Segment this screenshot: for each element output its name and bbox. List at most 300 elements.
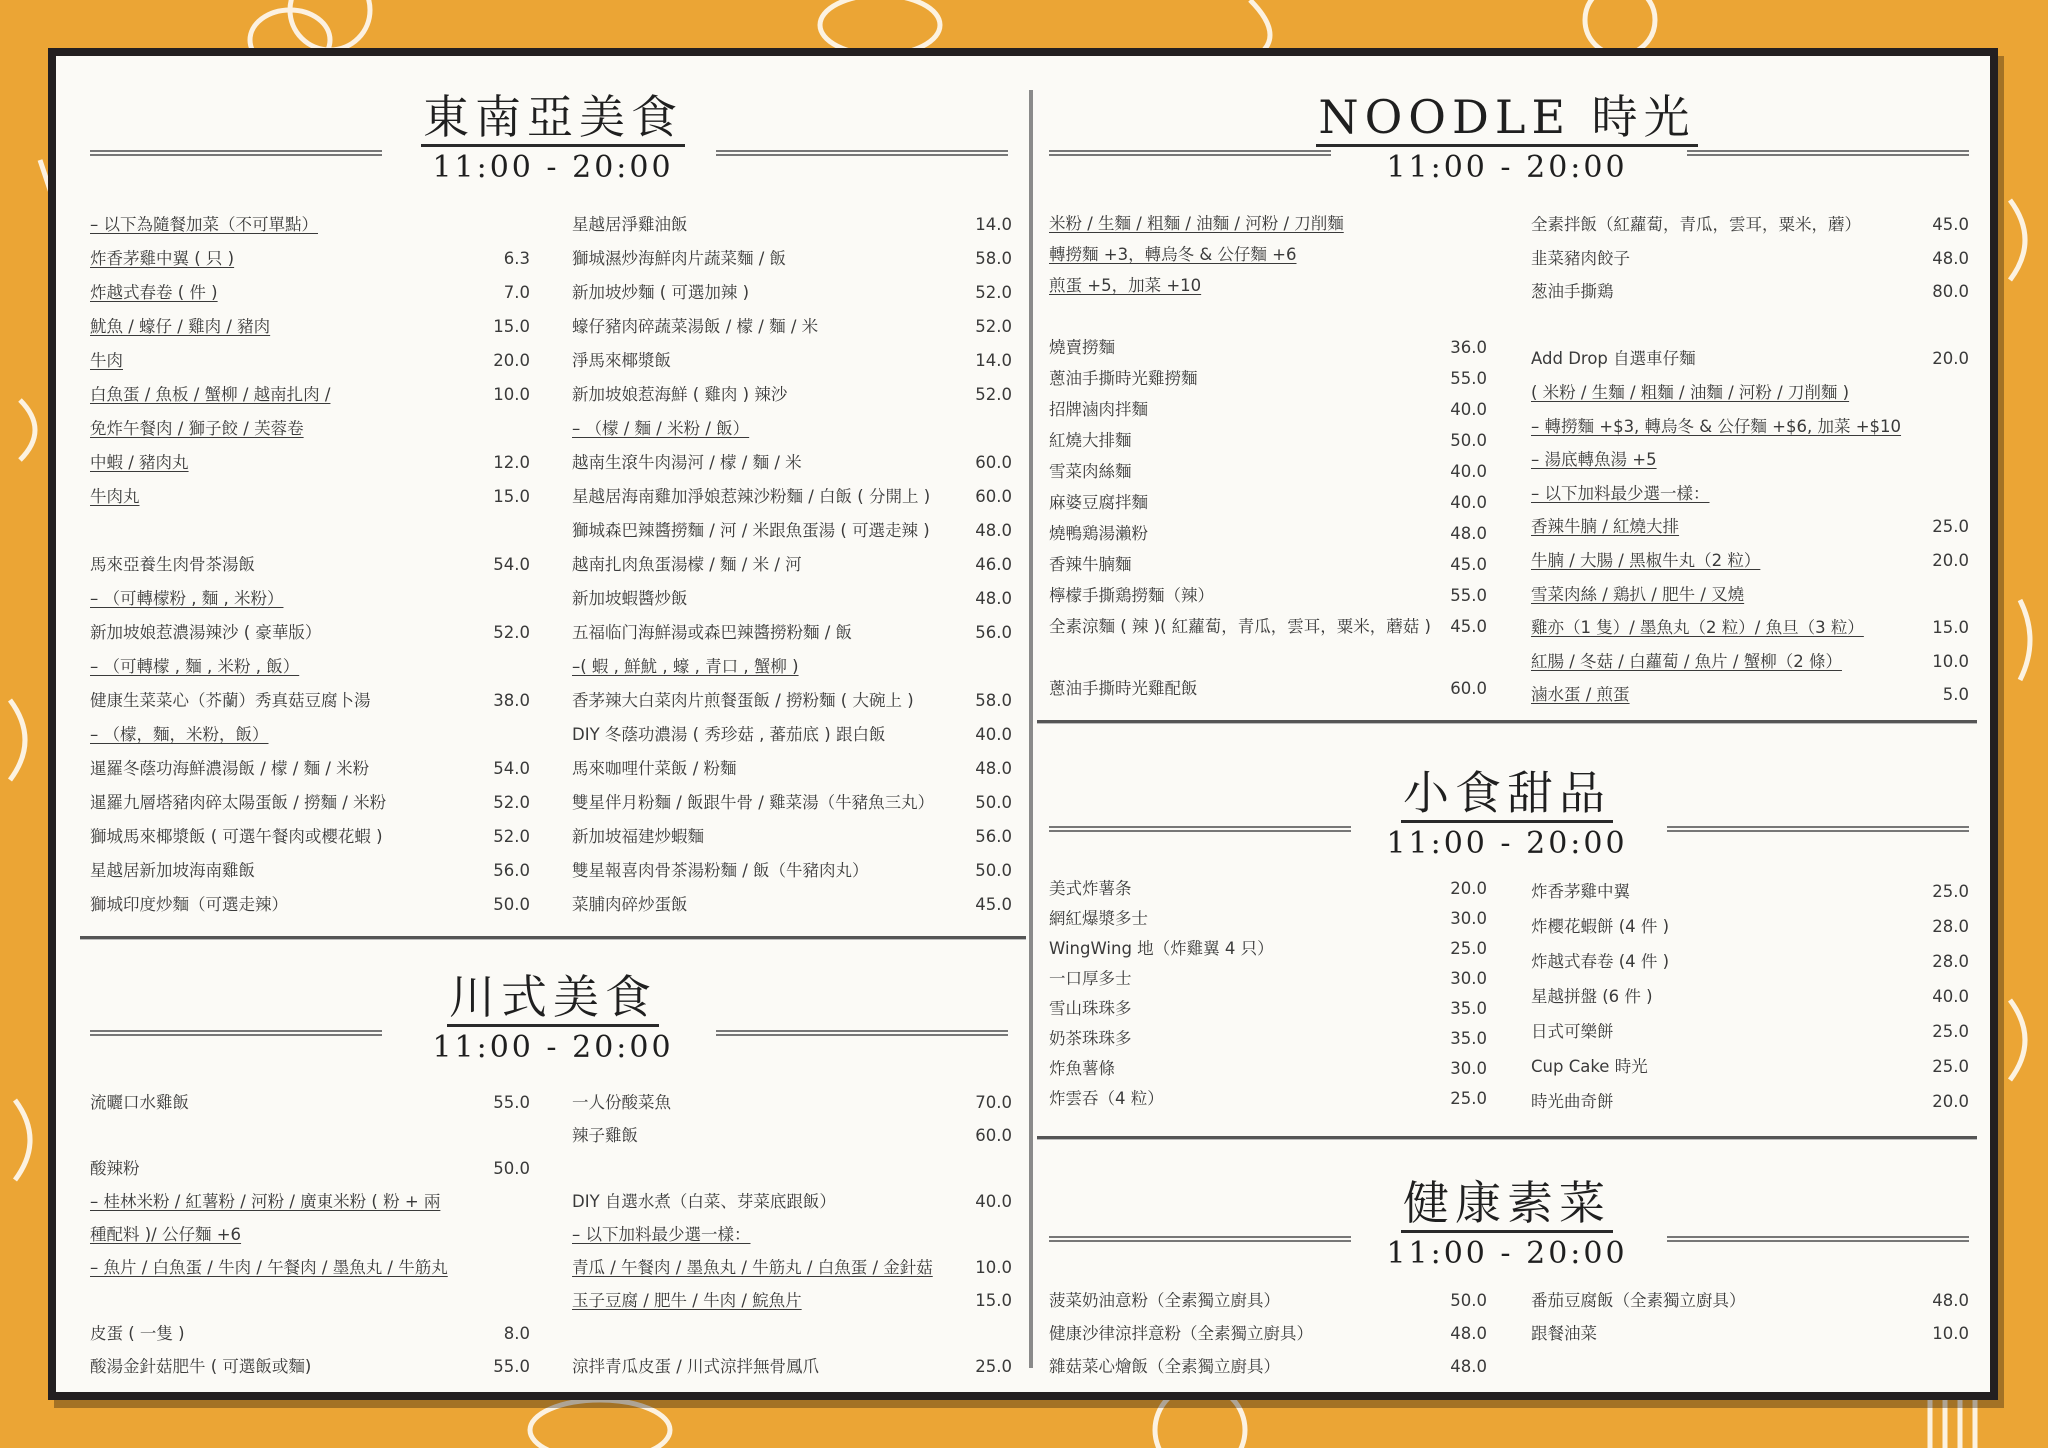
menu-item-price: 54.0 xyxy=(493,555,530,574)
section-snacks-desserts xyxy=(1037,752,1977,1111)
menu-item-name: 越南生滾牛肉湯河 / 檬 / 麵 / 米 xyxy=(572,453,802,472)
menu-item xyxy=(572,1251,1012,1284)
menu-item-name: 雪山珠珠多 xyxy=(1049,999,1132,1018)
menu-item-price: 10.0 xyxy=(1932,1324,1969,1343)
menu-item-name: 紅燒大排麵 xyxy=(1049,431,1132,450)
menu-item xyxy=(90,446,530,480)
menu-item-price: 28.0 xyxy=(1932,952,1969,971)
menu-item-name: – 以下加料最少選一樣： xyxy=(572,1225,751,1244)
menu-item-name: 炸香茅雞中翼 ( 只 ) xyxy=(90,249,235,268)
menu-item-name: 酸湯金針菇肥牛 ( 可選飯或麵) xyxy=(90,1357,312,1376)
menu-item-price: 45.0 xyxy=(1932,215,1969,234)
menu-item-price: 48.0 xyxy=(975,759,1012,778)
menu-column-right xyxy=(1531,874,1969,1119)
menu-item xyxy=(572,208,1012,242)
menu-item-price: 56.0 xyxy=(493,861,530,880)
menu-item-price: 60.0 xyxy=(1450,679,1487,698)
menu-item xyxy=(90,242,530,276)
menu-item-name: DIY 冬蔭功濃湯 ( 秀珍菇 , 蕃茄底 ) 跟白飯 xyxy=(572,725,886,744)
menu-item xyxy=(1531,979,1969,1014)
menu-column-left xyxy=(90,1086,530,1383)
menu-item-name: DIY 自選水煮（白菜、芽菜底跟飯） xyxy=(572,1192,836,1211)
menu-item-name: 獅城森巴辣醬撈麵 / 河 / 米跟魚蛋湯 ( 可選走辣 ) xyxy=(572,521,930,540)
menu-item-name: 暹羅冬蔭功海鮮濃湯飯 / 檬 / 麵 / 米粉 xyxy=(90,759,370,778)
menu-item-name: 紅腸 / 冬菇 / 白蘿蔔 / 魚片 / 蟹柳（2 條） xyxy=(1531,651,1842,671)
menu-item xyxy=(1049,1054,1487,1084)
menu-item-price: 25.0 xyxy=(1932,517,1969,537)
menu-item xyxy=(90,1350,530,1383)
menu-item xyxy=(90,616,530,650)
section-noodle xyxy=(1037,76,1977,705)
menu-item-price: 60.0 xyxy=(975,453,1012,472)
menu-item xyxy=(90,310,530,344)
menu-item xyxy=(572,378,1012,412)
menu-item xyxy=(90,650,530,684)
menu-item-name: 蔥油手撕時光雞撈麵 xyxy=(1049,369,1198,388)
menu-item-name: 新加坡蝦醬炒飯 xyxy=(572,589,688,608)
menu-item-price: 40.0 xyxy=(1450,400,1487,419)
menu-item-name: 牛肉 xyxy=(90,351,123,370)
menu-item-price: 46.0 xyxy=(975,555,1012,574)
menu-item xyxy=(1531,1284,1969,1317)
menu-item-name: 番茄豆腐飯（全素獨立廚具） xyxy=(1531,1291,1746,1310)
menu-item xyxy=(1049,1350,1487,1383)
menu-item-price: 10.0 xyxy=(975,1258,1012,1277)
menu-item-price: 58.0 xyxy=(975,691,1012,710)
menu-item-name: 菠菜奶油意粉（全素獨立廚具） xyxy=(1049,1291,1280,1310)
section-southeast-asian xyxy=(80,76,1026,914)
menu-item-price: 35.0 xyxy=(1450,1029,1487,1048)
menu-item-price: 5.0 xyxy=(1942,685,1969,705)
menu-item xyxy=(572,616,1012,650)
menu-item-price: 20.0 xyxy=(1932,349,1969,369)
menu-item xyxy=(1049,549,1487,580)
menu-item-name: 辣子雞飯 xyxy=(572,1126,638,1145)
menu-item xyxy=(1049,964,1487,994)
menu-item-price: 20.0 xyxy=(1932,1092,1969,1111)
menu-item xyxy=(1049,394,1487,425)
section-healthy-veg xyxy=(1037,1162,1977,1376)
menu-item-name: 雪菜肉絲 / 鶏扒 / 肥牛 / 叉燒 xyxy=(1531,584,1745,604)
menu-item xyxy=(572,1350,1012,1383)
section-hours: 11:00 - 20:00 xyxy=(432,150,674,185)
menu-board xyxy=(48,48,1998,1400)
menu-item-name: 全素涼麵 ( 辣 )( 紅蘿蔔，青瓜，雲耳，粟米，蘑菇 ) xyxy=(1049,617,1431,636)
menu-item-name: 皮蛋 ( 一隻 ) xyxy=(90,1324,185,1343)
menu-item xyxy=(1049,270,1487,301)
menu-item-price: 50.0 xyxy=(1450,431,1487,450)
menu-item-price: 25.0 xyxy=(1932,1022,1969,1041)
menu-item xyxy=(90,1251,530,1284)
menu-item xyxy=(1531,1084,1969,1119)
menu-item xyxy=(572,786,1012,820)
menu-item xyxy=(1531,578,1969,612)
menu-item xyxy=(1531,1014,1969,1049)
menu-item xyxy=(90,1317,530,1350)
menu-item-price: 55.0 xyxy=(493,1357,530,1376)
section-hours: 11:00 - 20:00 xyxy=(1386,826,1628,861)
menu-item-name: 日式可樂餅 xyxy=(1531,1022,1614,1041)
menu-column-left xyxy=(90,208,530,922)
menu-item-name: 雜菇菜心燴飯（全素獨立廚具） xyxy=(1049,1357,1280,1376)
section-sichuan xyxy=(80,956,1026,1376)
menu-item-name: 涼拌青瓜皮蛋 / 川式涼拌無骨鳳爪 xyxy=(572,1357,820,1376)
menu-item-name: 奶茶珠珠多 xyxy=(1049,1029,1132,1048)
menu-item-price: 20.0 xyxy=(1932,550,1969,570)
menu-item-price: 10.0 xyxy=(493,385,530,404)
menu-item-price: 25.0 xyxy=(1932,882,1969,901)
menu-item-name: 新加坡娘惹濃湯辣沙 ( 豪華版） xyxy=(90,623,322,642)
menu-item-price: 20.0 xyxy=(1450,879,1487,898)
menu-item-price: 48.0 xyxy=(1450,1324,1487,1343)
menu-item-price: 58.0 xyxy=(975,249,1012,268)
menu-item-name: 流曬口水雞飯 xyxy=(90,1093,189,1112)
menu-item-name: 健康沙律涼拌意粉（全素獨立廚具） xyxy=(1049,1324,1313,1343)
section-title: 東南亞美食 xyxy=(80,90,1026,144)
menu-item xyxy=(90,1218,530,1251)
menu-item-price: 25.0 xyxy=(1450,939,1487,958)
menu-item xyxy=(1049,1284,1487,1317)
menu-item xyxy=(90,208,530,242)
menu-item-name: 滷水蛋 / 煎蛋 xyxy=(1531,685,1630,705)
menu-item-price: 30.0 xyxy=(1450,909,1487,928)
menu-item-name: 星越居海南雞加淨娘惹辣沙粉麵 / 白飯 ( 分開上 ) xyxy=(572,487,931,506)
menu-item-name: 牛腩 / 大腸 / 黑椒牛丸（2 粒） xyxy=(1531,550,1761,570)
menu-item-name: – 以下為隨餐加菜（不可單點） xyxy=(90,215,318,234)
menu-item xyxy=(1531,611,1969,645)
menu-item-price: 12.0 xyxy=(493,453,530,472)
divider-noodle-snacks xyxy=(1037,720,1977,724)
menu-item-name: 酸辣粉 xyxy=(90,1159,140,1178)
menu-item-price: 40.0 xyxy=(1932,987,1969,1006)
menu-item-price: 80.0 xyxy=(1932,282,1969,302)
menu-item-price: 15.0 xyxy=(493,487,530,506)
menu-item xyxy=(572,310,1012,344)
menu-item-price: 50.0 xyxy=(975,793,1012,812)
menu-item xyxy=(1531,242,1969,276)
menu-item xyxy=(572,446,1012,480)
menu-item-price: 30.0 xyxy=(1450,969,1487,988)
menu-item-name: 炸香茅雞中翼 xyxy=(1531,882,1630,901)
menu-item xyxy=(572,514,1012,548)
menu-item-name: 燒賣撈麵 xyxy=(1049,338,1115,357)
menu-item-price: 48.0 xyxy=(1450,524,1487,543)
menu-item-price: 54.0 xyxy=(493,759,530,778)
menu-item-price: 15.0 xyxy=(975,1291,1012,1310)
menu-item xyxy=(90,684,530,718)
menu-item-price: 28.0 xyxy=(1932,917,1969,936)
menu-item xyxy=(1531,874,1969,909)
menu-item-price: 48.0 xyxy=(1450,1357,1487,1376)
menu-item-price: 45.0 xyxy=(1450,555,1487,574)
menu-item-name: ( 米粉 / 生麵 / 粗麵 / 油麵 / 河粉 / 刀削麵 ) xyxy=(1531,382,1850,402)
menu-item xyxy=(90,820,530,854)
menu-item-name: 牛肉丸 xyxy=(90,487,140,506)
menu-item-name: – （可轉檬粉 , 麵 , 米粉） xyxy=(90,589,284,608)
menu-item xyxy=(572,480,1012,514)
menu-item-name: 米粉 / 生麵 / 粗麵 / 油麵 / 河粉 / 刀削麵 xyxy=(1049,214,1344,233)
menu-item xyxy=(1531,1317,1969,1350)
menu-item-name: 玉子豆腐 / 肥牛 / 牛肉 / 鯇魚片 xyxy=(572,1291,802,1310)
menu-item xyxy=(1531,342,1969,376)
menu-item-name: –( 蝦 , 鮮魷 , 蠔 , 青口 , 蟹柳 ) xyxy=(572,657,799,676)
menu-column-left xyxy=(1049,208,1487,712)
menu-item xyxy=(90,548,530,582)
menu-item-price: 25.0 xyxy=(1932,1057,1969,1076)
menu-item-name: 青瓜 / 午餐肉 / 墨魚丸 / 牛筋丸 / 白魚蛋 / 金針菇 xyxy=(572,1258,933,1277)
menu-item xyxy=(1049,611,1487,642)
menu-item xyxy=(1049,994,1487,1024)
menu-item xyxy=(1049,874,1487,904)
menu-item-name: 麻婆豆腐拌麵 xyxy=(1049,493,1148,512)
menu-item-price: 50.0 xyxy=(493,1159,530,1178)
menu-item-price: 52.0 xyxy=(493,623,530,642)
menu-item-name: 招牌滷肉拌麵 xyxy=(1049,400,1148,419)
menu-column-left xyxy=(1049,874,1487,1119)
menu-item-name: 新加坡炒麵 ( 可選加辣 ) xyxy=(572,283,750,302)
menu-item-price: 48.0 xyxy=(975,521,1012,540)
menu-item-price: 14.0 xyxy=(975,215,1012,234)
menu-item xyxy=(1049,580,1487,611)
menu-item-name: 蔥油手撕時光雞配飯 xyxy=(1049,679,1198,698)
menu-item xyxy=(1049,487,1487,518)
menu-item xyxy=(1049,456,1487,487)
menu-item-price: 50.0 xyxy=(1450,1291,1487,1310)
menu-item-name: – （可轉檬 , 麵 , 米粉 , 飯） xyxy=(90,657,300,676)
menu-item xyxy=(572,412,1012,446)
menu-item xyxy=(572,718,1012,752)
menu-item xyxy=(572,888,1012,922)
menu-item xyxy=(90,718,530,752)
menu-item xyxy=(1531,678,1969,712)
menu-item-name: 蠔仔豬肉碎蔬菜湯飯 / 檬 / 麵 / 米 xyxy=(572,317,819,336)
menu-column-right xyxy=(572,1086,1012,1383)
menu-item xyxy=(572,242,1012,276)
menu-item xyxy=(1049,934,1487,964)
menu-item-price: 40.0 xyxy=(975,1192,1012,1211)
menu-item-name: Cup Cake 時光 xyxy=(1531,1057,1648,1076)
menu-item-name: WingWing 地（炸雞翼 4 只） xyxy=(1049,939,1274,958)
menu-item-name: 雪菜肉絲麵 xyxy=(1049,462,1132,481)
section-title: NOODLE 時光 xyxy=(1037,90,1977,144)
menu-item-name: 雙星報喜肉骨茶湯粉麵 / 飯（牛豬肉丸） xyxy=(572,861,869,880)
menu-item-name: 美式炸薯条 xyxy=(1049,879,1132,898)
menu-item-price: 10.0 xyxy=(1932,651,1969,671)
section-title: 川式美食 xyxy=(80,970,1026,1024)
menu-item-name: 白魚蛋 / 魚板 / 蟹柳 / 越南扎肉 / xyxy=(90,385,331,404)
menu-item-name: 全素拌飯（紅蘿蔔，青瓜，雲耳，粟米，蘑） xyxy=(1531,215,1861,234)
menu-item-name: 雞亦（1 隻）/ 墨魚丸（2 粒）/ 魚旦（3 粒） xyxy=(1531,618,1864,638)
menu-item xyxy=(90,582,530,616)
divider-sea-sichuan xyxy=(80,936,1026,940)
menu-item xyxy=(572,650,1012,684)
menu-item-price: 52.0 xyxy=(493,827,530,846)
menu-item xyxy=(572,854,1012,888)
menu-item-name: 星越居新加坡海南雞飯 xyxy=(90,861,255,880)
menu-item xyxy=(1049,1024,1487,1054)
menu-item-name: 健康生菜菜心（芥蘭）秀真菇豆腐卜湯 xyxy=(90,691,371,710)
menu-item xyxy=(1531,275,1969,309)
menu-item-name: 馬來咖哩什菜飯 / 粉麵 xyxy=(572,759,737,778)
menu-item-price: 52.0 xyxy=(975,385,1012,404)
menu-item xyxy=(1531,1049,1969,1084)
menu-item-name: Add Drop 自選車仔麵 xyxy=(1531,349,1696,369)
menu-item-name: 香茅辣大白菜肉片煎餐蛋飯 / 撈粉麵 ( 大碗上 ) xyxy=(572,691,914,710)
menu-item-name: 韭菜豬肉餃子 xyxy=(1531,248,1630,268)
menu-item-name: 炸櫻花蝦餅 (4 件 ) xyxy=(1531,917,1670,936)
menu-item xyxy=(572,276,1012,310)
menu-item-price: 48.0 xyxy=(1932,1291,1969,1310)
menu-item-price: 30.0 xyxy=(1450,1059,1487,1078)
menu-item-price: 52.0 xyxy=(493,793,530,812)
menu-item xyxy=(1531,410,1969,444)
menu-item-price: 25.0 xyxy=(975,1357,1012,1376)
menu-column-left xyxy=(1049,1284,1487,1383)
menu-item xyxy=(1049,673,1487,704)
menu-item-name: – 轉撈麵 +$3, 轉烏冬 & 公仔麵 +$6, 加菜 +$10 xyxy=(1531,416,1902,436)
menu-item xyxy=(1049,363,1487,394)
menu-item xyxy=(90,752,530,786)
menu-item-name: 香辣牛腩麵 xyxy=(1049,555,1132,574)
menu-item-name: 種配料 )/ 公仔麵 +6 xyxy=(90,1225,242,1244)
menu-item-name: 時光曲奇餅 xyxy=(1531,1092,1614,1111)
menu-item-name: 新加坡娘惹海鮮 ( 雞肉 ) 辣沙 xyxy=(572,385,788,404)
menu-column-right xyxy=(1531,208,1969,712)
menu-column-right xyxy=(1531,1284,1969,1383)
menu-item xyxy=(1531,510,1969,544)
menu-item-price: 8.0 xyxy=(503,1324,530,1343)
menu-item xyxy=(572,548,1012,582)
menu-item xyxy=(1531,645,1969,679)
menu-item-name: 網紅爆漿多士 xyxy=(1049,909,1148,928)
menu-item-price: 60.0 xyxy=(975,1126,1012,1145)
menu-item xyxy=(90,1086,530,1119)
menu-item-price: 55.0 xyxy=(1450,369,1487,388)
menu-item-price: 50.0 xyxy=(493,895,530,914)
menu-item-name: – （檬，麵，米粉，飯） xyxy=(90,725,269,744)
menu-item-price: 60.0 xyxy=(975,487,1012,506)
menu-item-price: 35.0 xyxy=(1450,999,1487,1018)
menu-item-name: 淨馬來椰漿飯 xyxy=(572,351,671,370)
section-title: 小食甜品 xyxy=(1037,766,1977,820)
menu-item-name: 星越居淨雞油飯 xyxy=(572,215,688,234)
menu-item xyxy=(90,1152,530,1185)
menu-item-price: 38.0 xyxy=(493,691,530,710)
menu-item-name: 煎蛋 +5，加菜 +10 xyxy=(1049,276,1202,295)
menu-item-name: 星越拼盤 (6 件 ) xyxy=(1531,987,1653,1006)
menu-item xyxy=(1049,1317,1487,1350)
menu-item xyxy=(1531,208,1969,242)
section-title: 健康素菜 xyxy=(1037,1176,1977,1230)
menu-item-name: 五福临门海鮮湯或森巴辣醬撈粉麵 / 飯 xyxy=(572,623,853,642)
menu-item-name: 炸越式春卷 (4 件 ) xyxy=(1531,952,1670,971)
menu-item-price: 56.0 xyxy=(975,827,1012,846)
menu-item xyxy=(1531,477,1969,511)
menu-item-name: 獅城濕炒海鮮肉片蔬菜麵 / 飯 xyxy=(572,249,787,268)
menu-item-price: 20.0 xyxy=(493,351,530,370)
menu-item-price: 6.3 xyxy=(503,249,530,268)
section-hours: 11:00 - 20:00 xyxy=(432,1030,674,1065)
menu-item xyxy=(572,684,1012,718)
menu-item xyxy=(1531,443,1969,477)
menu-item xyxy=(1531,544,1969,578)
menu-item-price: 48.0 xyxy=(1932,248,1969,268)
menu-item xyxy=(1049,239,1487,270)
menu-item-price: 25.0 xyxy=(1450,1089,1487,1108)
menu-item-name: 葱油手撕鶏 xyxy=(1531,282,1614,302)
menu-item-name: 魷魚 / 蠔仔 / 雞肉 / 豬肉 xyxy=(90,317,271,336)
menu-item-price: 55.0 xyxy=(493,1093,530,1112)
menu-item xyxy=(572,582,1012,616)
menu-item xyxy=(1531,376,1969,410)
menu-item xyxy=(90,344,530,378)
menu-item xyxy=(1049,208,1487,239)
menu-item-name: 燒鴨鶏湯瀨粉 xyxy=(1049,524,1148,543)
menu-item-name: 一人份酸菜魚 xyxy=(572,1093,671,1112)
menu-item-price: 45.0 xyxy=(975,895,1012,914)
menu-item-name: 菜脯肉碎炒蛋飯 xyxy=(572,895,688,914)
menu-item-name: – 魚片 / 白魚蛋 / 牛肉 / 午餐肉 / 墨魚丸 / 牛筋丸 xyxy=(90,1258,448,1277)
menu-item-price: 15.0 xyxy=(493,317,530,336)
menu-item xyxy=(572,344,1012,378)
menu-item-price: 55.0 xyxy=(1450,586,1487,605)
menu-item-price: 15.0 xyxy=(1932,618,1969,638)
menu-item xyxy=(90,480,530,514)
menu-item-name: 免炸午餐肉 / 獅子餃 / 芙蓉卷 xyxy=(90,419,304,438)
menu-item-name: 獅城馬來椰漿飯 ( 可選午餐肉或櫻花蝦 ) xyxy=(90,827,383,846)
menu-item-name: 炸雲吞（4 粒） xyxy=(1049,1089,1164,1108)
menu-item-name: 炸魚薯條 xyxy=(1049,1059,1115,1078)
menu-item-name: 越南扎肉魚蛋湯檬 / 麵 / 米 / 河 xyxy=(572,555,802,574)
menu-item-name: – （檬 / 麵 / 米粉 / 飯） xyxy=(572,419,750,438)
menu-item-price: 40.0 xyxy=(1450,462,1487,481)
menu-item xyxy=(572,1185,1012,1218)
menu-item xyxy=(90,276,530,310)
menu-item-price: 52.0 xyxy=(975,317,1012,336)
menu-item xyxy=(572,752,1012,786)
menu-item-name: 炸越式春卷 ( 件 ) xyxy=(90,283,218,302)
menu-item-name: – 湯底轉魚湯 +5 xyxy=(1531,450,1657,470)
section-hours: 11:00 - 20:00 xyxy=(1386,150,1628,185)
menu-item xyxy=(90,854,530,888)
menu-item xyxy=(90,786,530,820)
menu-item-price: 40.0 xyxy=(1450,493,1487,512)
menu-item xyxy=(1049,332,1487,363)
menu-item xyxy=(572,1284,1012,1317)
menu-item xyxy=(1049,904,1487,934)
menu-item-name: 跟餐油菜 xyxy=(1531,1324,1597,1343)
menu-item-name: 檸檬手撕鶏撈麵（辣） xyxy=(1049,586,1214,605)
menu-item xyxy=(1531,944,1969,979)
divider-snacks-veg xyxy=(1037,1136,1977,1140)
menu-item-price: 48.0 xyxy=(975,589,1012,608)
menu-item-price: 7.0 xyxy=(503,283,530,302)
menu-item-price: 36.0 xyxy=(1450,338,1487,357)
menu-item-name: 馬來亞養生肉骨茶湯飯 xyxy=(90,555,255,574)
menu-item xyxy=(90,378,530,412)
menu-item-price: 70.0 xyxy=(975,1093,1012,1112)
menu-item xyxy=(1049,518,1487,549)
menu-item xyxy=(1049,1084,1487,1114)
menu-item xyxy=(572,1086,1012,1119)
menu-item-name: 雙星伴月粉麵 / 飯跟牛骨 / 雞菜湯（牛豬魚三丸） xyxy=(572,793,935,812)
menu-item-price: 14.0 xyxy=(975,351,1012,370)
menu-item-price: 40.0 xyxy=(975,725,1012,744)
menu-column-right xyxy=(572,208,1012,922)
menu-item-price: 50.0 xyxy=(975,861,1012,880)
menu-item xyxy=(572,1119,1012,1152)
menu-item-name: – 以下加料最少選一樣： xyxy=(1531,483,1710,503)
